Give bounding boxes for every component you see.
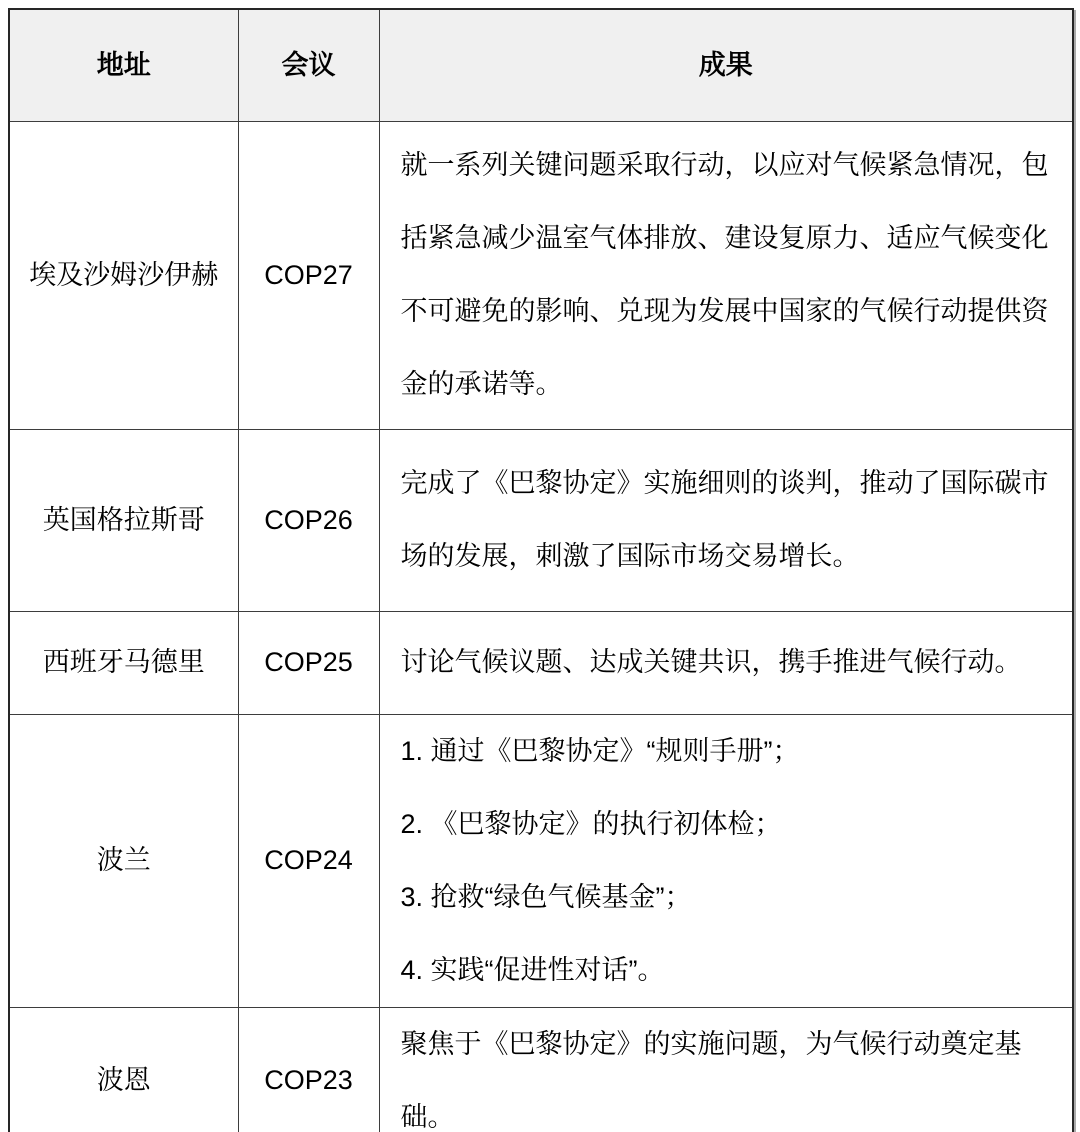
header-location: 地址 — [9, 9, 238, 121]
outcome-list-item-1: 1. 通过《巴黎协定》“规则手册”； — [400, 735, 800, 766]
cell-location: 埃及沙姆沙伊赫 — [9, 121, 238, 429]
cell-location: 英国格拉斯哥 — [9, 429, 238, 611]
table-header-row — [9, 9, 1073, 121]
outcome-paragraph: 讨论气候议题、达成关键共识，携手推进气候行动。 — [400, 647, 1022, 677]
table-row-cop25 — [9, 611, 1073, 714]
cell-outcome — [379, 429, 1073, 611]
cell-location: 波恩 — [9, 1007, 238, 1132]
cell-outcome — [379, 714, 1073, 1007]
outcome-list-item-2: 2. 《巴黎协定》的执行初体检； — [400, 808, 782, 839]
outcome-paragraph: 就一系列关键问题采取行动，以应对气候紧急情况，包括紧急减少温室气体排放、建设复原力、适应气候变化不可避免的影响、兑现为发展中国家的气候行动提供资金的承诺等。 — [400, 150, 1049, 399]
cell-outcome — [379, 121, 1073, 429]
table-row-cop27 — [9, 121, 1073, 429]
cell-conference: COP23 — [238, 1007, 379, 1132]
cell-outcome — [379, 611, 1073, 714]
outcome-list-item-3: 3. 抢救“绿色气候基金”； — [400, 881, 692, 912]
header-conference: 会议 — [238, 9, 379, 121]
cell-outcome — [379, 1007, 1073, 1132]
table-row-cop26 — [9, 429, 1073, 611]
cell-conference: COP25 — [238, 611, 379, 714]
table-row-cop24 — [9, 714, 1073, 1007]
outcome-paragraph: 完成了《巴黎协定》实施细则的谈判，推动了国际碳市场的发展，刺激了国际市场交易增长。 — [400, 468, 1049, 571]
cell-location: 西班牙马德里 — [9, 611, 238, 714]
outcome-paragraph: 聚焦于《巴黎协定》的实施问题，为气候行动奠定基础。 — [400, 1028, 1022, 1132]
cell-conference: COP24 — [238, 714, 379, 1007]
header-outcome: 成果 — [379, 9, 1073, 121]
cell-conference: COP26 — [238, 429, 379, 611]
table-row-cop23 — [9, 1007, 1073, 1132]
cop-conference-table — [8, 8, 1074, 1132]
outcome-list-item-4: 4. 实践“促进性对话”。 — [400, 954, 665, 985]
cell-conference: COP27 — [238, 121, 379, 429]
cell-location: 波兰 — [9, 714, 238, 1007]
